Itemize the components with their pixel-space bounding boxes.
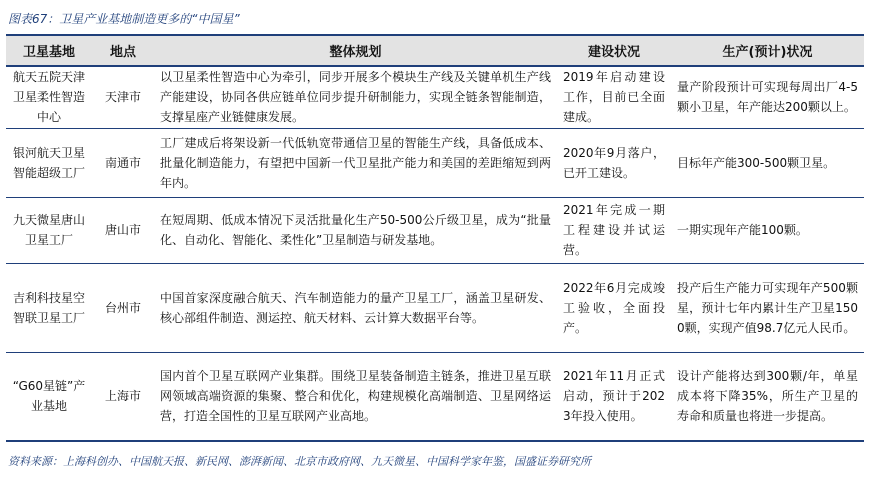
- figure-caption: 图表67：卫星产业基地制造更多的“中国星”: [8, 12, 240, 26]
- cell-base: 九天微星唐山卫星工厂: [6, 197, 92, 263]
- table-row: [6, 128, 864, 197]
- cell-base: 航天五院天津卫星柔性智造中心: [6, 66, 92, 128]
- header-location: 地点: [92, 35, 154, 66]
- cell-plan: 国内首个卫星互联网产业集群。围绕卫星装备制造主链条，推进卫星互联网领域高端资源的集聚、整合和优化，构建规模化高端制造、卫星网络运营，打造全国性的卫星互联网产业高地。: [154, 352, 557, 441]
- header-production: 生产(预计)状况: [671, 35, 864, 66]
- cell-plan: 在短周期、低成本情况下灵活批量化生产50-500公斤级卫星，成为“批量化、自动化、智能化、柔性化”卫星制造与研发基地。: [154, 197, 557, 263]
- cell-plan: 以卫星柔性智造中心为牵引，同步开展多个模块生产线及关键单机生产线产能建设，协同各供应链单位同步提升研制能力，实现全链条智能制造，支撑星座产业链健康发展。: [154, 66, 557, 128]
- cell-production: 量产阶段预计可实现每周出厂4-5颗小卫星，年产能达200颗以上。: [671, 66, 864, 128]
- table-row: [6, 197, 864, 263]
- satellite-base-table: [6, 34, 864, 442]
- cell-location: 台州市: [92, 263, 154, 352]
- cell-status: 2021年11月正式启动，预计于2023年投入使用。: [557, 352, 671, 441]
- cell-location: 唐山市: [92, 197, 154, 263]
- cell-location: 南通市: [92, 128, 154, 197]
- cell-plan: 工厂建成后将架设新一代低轨宽带通信卫星的智能生产线，具备低成本、批量化制造能力，有望把中国新一代卫星批产能力和美国的差距缩短到两年内。: [154, 128, 557, 197]
- header-plan: 整体规划: [154, 35, 557, 66]
- cell-production: 一期实现年产能100颗。: [671, 197, 864, 263]
- cell-status: 2020年9月落户，已开工建设。: [557, 128, 671, 197]
- cell-plan: 中国首家深度融合航天、汽车制造能力的量产卫星工厂，涵盖卫星研发、核心部组件制造、测运控、航天材料、云计算大数据平台等。: [154, 263, 557, 352]
- cell-base: “G60星链”产业基地: [6, 352, 92, 441]
- cell-location: 上海市: [92, 352, 154, 441]
- cell-base: 吉利科技星空智联卫星工厂: [6, 263, 92, 352]
- header-base: 卫星基地: [6, 35, 92, 66]
- cell-status: 2022年6月完成竣工验收，全面投产。: [557, 263, 671, 352]
- cell-status: 2019年启动建设工作，目前已全面建成。: [557, 66, 671, 128]
- table-row: [6, 263, 864, 352]
- cell-base: 银河航天卫星智能超级工厂: [6, 128, 92, 197]
- header-status: 建设状况: [557, 35, 671, 66]
- cell-location: 天津市: [92, 66, 154, 128]
- table-row: [6, 352, 864, 441]
- cell-production: 目标年产能300-500颗卫星。: [671, 128, 864, 197]
- cell-status: 2021年完成一期工程建设并试运营。: [557, 197, 671, 263]
- cell-production: 设计产能将达到300颗/年，单星成本将下降35%，所生产卫星的寿命和质量也将进一步提高。: [671, 352, 864, 441]
- table-row: [6, 66, 864, 128]
- cell-production: 投产后生产能力可实现年产500颗星，预计七年内累计生产卫星1500颗，实现产值98.7亿元人民币。: [671, 263, 864, 352]
- source-note: 资料来源：上海科创办、中国航天报、新民网、澎湃新闻、北京市政府网、九天微星、中国科学家年鉴，国盛证券研究所: [8, 455, 591, 468]
- table-header-row: [6, 35, 864, 66]
